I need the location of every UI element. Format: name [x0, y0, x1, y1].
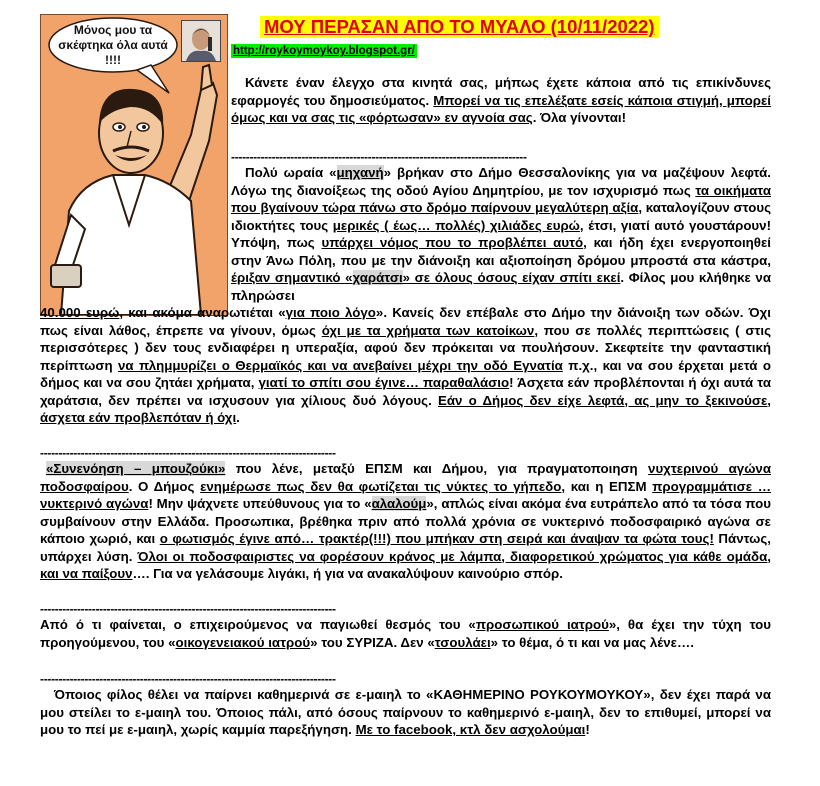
text: ». Κανείς δεν επέβαλε στο Δήμο την διάνοιξη των οδών. Όχι πως είναι λάθος, έπρεπε να γίνουν, όμως: [40, 305, 771, 338]
separator-line: --------------------------------------------------------------------------------: [40, 604, 336, 614]
underlined-text: νυχτερινού αγώνα ποδοσφαίρου: [40, 461, 771, 494]
text: », θα έχει την τύχη του προηγούμενου, του «: [40, 617, 772, 650]
text: . Φίλος μου κλήθηκε να πληρώσει: [231, 270, 771, 303]
author-portrait: [181, 20, 221, 62]
text: » το θέμα, ό τι και να μας λένε….: [490, 634, 694, 650]
highlighted-text: μηχανή: [336, 165, 384, 180]
paragraph-municipality-continued: [40, 304, 771, 427]
underlined-text: τα οικήματα που βγαίνουν τώρα πάνω στο δρόμο παίρνουν μεγαλύτερη αξία: [231, 182, 771, 215]
text: Από ό τι φαίνεται, ο επιχειρούμενος να παγιωθεί θεσμός του «: [40, 617, 476, 632]
underlined-text: Με το facebook, κτλ δεν ασχολούμαι: [355, 722, 586, 737]
text: Πάντως, υπάρχει λύση.: [40, 531, 771, 564]
underlined-text: για ποιο λόγο: [285, 305, 376, 320]
separator-line: --------------------------------------------------------------------------------: [40, 448, 336, 458]
separator-line: --------------------------------------------------------------------------------: [40, 674, 336, 684]
page-title: ΜΟΥ ΠΕΡΑΣΑΝ ΑΠΟ ΤΟ ΜΥΑΛΟ (10/11/2022): [260, 16, 659, 38]
text: », απλώς είναι ακόμα ένα ευτράπελο από τα τόσα που συμβαίνουν στην Ελλάδα. Προσωπικα, βρέθηκα πριν από πολλά χρόνια σε νυκτερινό ποδοσφαιρικό αγώνα σε κάποιο χωριό, και: [40, 496, 771, 546]
text: π.χ., και να σου έρχεται μετά ο δήμος και να σου ζητάει χρήματα,: [40, 357, 771, 390]
text: , καταλογίζουν στους ιδιοκτήτες τους: [231, 200, 771, 233]
paragraph-doctor: [40, 616, 771, 651]
underlined-text: » σε όλους όσους είχαν σπίτι εκεί: [402, 270, 621, 285]
text: , και ήδη έχει ενεργοποιηθεί στην Άνω Πόλη, που με την διάνοιξη και αξιοποίηση δρόμου μπροστά στα κάστρα,: [231, 235, 771, 268]
blog-link[interactable]: http://roykoymoykoy.blogspot.gr/: [233, 45, 415, 57]
underlined-text: να πλημμυρίζει ο Θερμαϊκός και να ανεβαίνει μέχρι την οδό Εγνατία: [118, 357, 563, 373]
underlined-text: υπάρχει νόμος που το προβλέπει αυτό: [321, 235, 584, 250]
underlined-text: Μπορεί να τις επελέξατε εσείς κάποια στιγμή, μπορεί όμως και να σας τις «φόρτωσαν» εν αγνοία σας: [231, 92, 772, 125]
underlined-text: έριξαν σημαντικό «: [231, 270, 353, 285]
text: , και η ΕΠΣΜ: [561, 478, 653, 494]
separator-line: --------------------------------------------------------------------------------: [231, 152, 527, 162]
underlined-text: Εάν ο Δήμος δεν είχε λεφτά, ας μην το ξεκινούσε, άσχετα εάν προβλεπόταν ή όχι: [40, 392, 771, 425]
underlined-text: προσωπικού ιατρού: [475, 617, 609, 632]
underlined-text: προγραμμάτισε … νυκτερινό αγώνα: [40, 478, 771, 511]
text: » του ΣΥΡΙΖΑ. Δεν «: [310, 634, 435, 650]
text: !: [585, 722, 590, 737]
highlighted-text: χαράτσι: [352, 270, 403, 285]
text: ! Μην ψάχνετε υπεύθυνους για το «: [148, 496, 372, 511]
speech-bubble-text: Μόνος μου τα σκέφτηκα όλα αυτά !!!!: [58, 23, 168, 67]
text: Πολύ ωραία «: [245, 165, 337, 180]
underlined-text: τσουλάει: [434, 634, 491, 650]
underlined-text: ο φωτισμός έγινε από… τρακτέρ(!!!) που μπήκαν στη σειρά και άναψαν τα φώτα τους!: [159, 531, 714, 546]
text: …. Για να γελάσουμε λιγάκι, ή για να ανακαλύψουν καινούριο σπόρ.: [132, 566, 563, 581]
underlined-text: μερικές ( έως… πολλές) χιλιάδες ευρώ: [332, 217, 580, 233]
text: , έτσι, γιατί αυτό γουστάρουν! Υπόψη, πως: [231, 217, 771, 250]
text: ! Άσχετα εάν προβλέπονται ή όχι αυτά τα χαράτσια, δεν πρέπει να ισχυσουν για χίλιους δυό λόγους.: [40, 375, 772, 408]
underlined-text: Όλοι οι ποδοσφαιριστες να φορέσουν κράνος με λάμπα, διαφορετικού χρώματος για κάθε ομάδα, και να παίξουν: [40, 548, 771, 581]
highlighted-text: αλαλούμ: [371, 496, 427, 511]
underlined-text: ενημέρωσε πως δεν θα φωτίζεται τις νύκτες το γήπεδο: [200, 478, 562, 494]
text: , που σε πολλές περιπτώσεις ( στις περισσότερες ) δεν τους ενδιαφέρει η υπεραξία, αφού δεν πρόκειται να πουλήσουν. Σκεφτείτε την φανταστική περίπτωση: [40, 322, 771, 373]
text: . Ο Δήμος: [128, 478, 201, 494]
underlined-text: γιατί το σπίτι σου έγινε… παραθαλάσιο: [258, 375, 510, 390]
paragraph-football: [40, 460, 771, 583]
text: που λένε, μεταξύ ΕΠΣΜ και Δήμου, για πραγματοποιηση: [225, 461, 649, 476]
text: Όποιος φίλος θέλει να παίρνει καθημερινά σε ε-μαιηλ το «ΚΑΘΗΜΕΡΙΝΟ ΡΟΥΚΟΥΜΟΥΚΟΥ», δεν έχει παρά να μου στείλει το ε-μαιηλ του. Όποιος πάλι, από όσους παίρνουν το καθημερινό ε-μαιηλ, δεν το επιθυμεί, μπορεί να μου το πεί με ε-μαιηλ, χωρίς καμμία παρεξήγηση.: [40, 687, 771, 737]
text: » βρήκαν στο Δήμο Θεσσαλονίκης για να μαζέψουν λεφτά. Λόγω της διανοίξεως της οδού Αγίου Δημητρίου, με τον ισχυρισμό πως: [231, 165, 771, 198]
underlined-text: οικογενειακού ιατρού: [175, 634, 311, 650]
paragraph-newsletter: [40, 686, 771, 739]
text: . Όλα γίνονται!: [532, 110, 627, 125]
underlined-text: 40.000 ευρώ: [40, 305, 120, 320]
highlighted-text: «Συνενόηση – μπουζούκι»: [46, 461, 226, 476]
paragraph-municipality: [231, 164, 771, 304]
paragraph-apps: [231, 74, 771, 127]
text: Κάνετε έναν έλεγχο στα κινητά σας, μήπως έχετε κάποια από τις επικίνδυνες εφαρμογές του δημοσιεύματος.: [231, 75, 771, 108]
underlined-text: όχι με τα χρήματα των κατοίκων: [321, 322, 535, 338]
text: .: [236, 410, 240, 425]
text: , και ακόμα αναρωτιέται «: [119, 305, 286, 320]
